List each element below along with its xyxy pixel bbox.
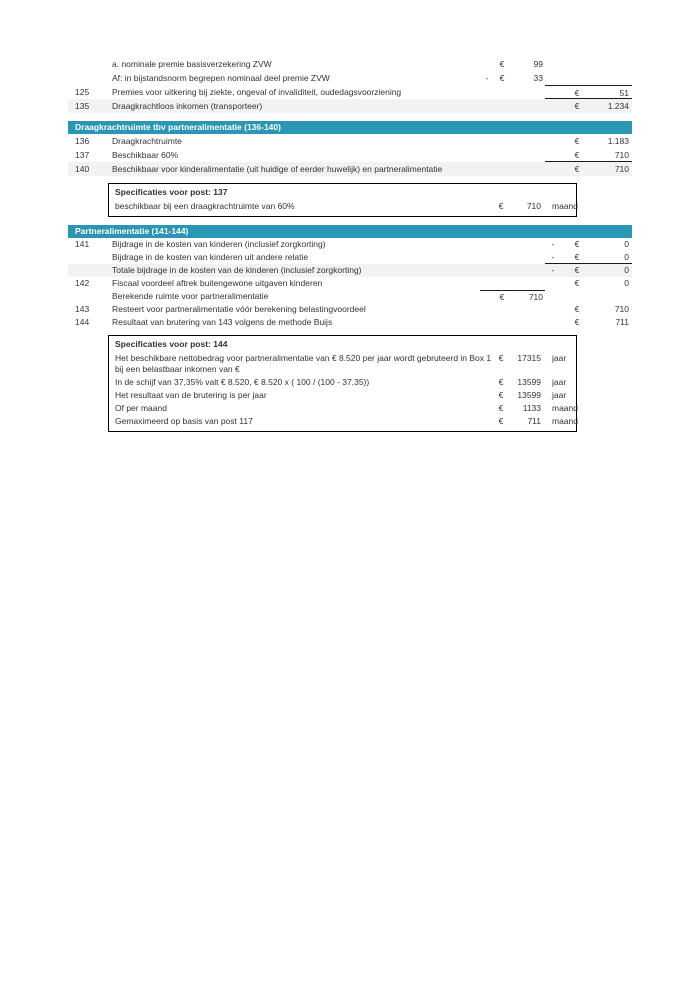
row-number: 140 [75, 164, 90, 174]
row-number: 136 [75, 136, 90, 146]
amount-value: 0 [624, 239, 629, 249]
row-label: a. nominale premie basisverzekering ZVW [112, 59, 272, 69]
table-row [68, 316, 632, 329]
unit-label: jaar [552, 377, 567, 387]
row-label: Fiscaal voordeel aftrek buitengewone uitgaven kinderen [112, 278, 323, 288]
unit-label: jaar [552, 353, 567, 363]
currency-symbol: € [574, 304, 580, 314]
partneralimentatie-rows [68, 238, 632, 329]
section-header-partneralimentatie: Partneralimentatie (141-144) [68, 225, 632, 238]
spec-box-137 [108, 183, 577, 217]
table-row [68, 290, 632, 303]
currency-symbol: € [498, 403, 504, 413]
row-number [68, 57, 112, 71]
calculation-table [68, 57, 632, 432]
table-row-total [68, 162, 632, 176]
currency-symbol: € [574, 136, 580, 146]
amount-value: 711 [527, 416, 541, 426]
table-row [68, 85, 632, 99]
spec-row [109, 353, 576, 375]
row-label: Resultaat van brutering van 143 volgens de methode Buijs [112, 317, 333, 327]
row-label: Beschikbaar voor kinderalimentatie (uit huidige of eerder huwelijk) en partneralimentatie [112, 164, 443, 174]
row-label: Draagkrachtruimte [112, 136, 182, 146]
row-label: Berekende ruimte voor partneralimentatie [112, 291, 269, 301]
unit-label: maand [552, 416, 578, 426]
amount-minus: - [551, 239, 555, 249]
currency-symbol: € [498, 353, 504, 363]
table-row [68, 57, 632, 71]
unit-label: maand [552, 201, 578, 211]
table-row [68, 251, 632, 264]
sum-line-group [545, 85, 632, 99]
spec-row [109, 201, 576, 212]
amount-value: 99 [533, 59, 543, 69]
row-label: Resteert voor partneralimentatie vóór berekening belastingvoordeel [112, 304, 366, 314]
row-label: Bijdrage in de kosten van kinderen uit andere relatie [112, 252, 309, 262]
currency-symbol: € [574, 317, 580, 327]
table-row [68, 238, 632, 251]
spec-label: Het resultaat van de brutering is per jaar [115, 390, 267, 400]
table-row [68, 134, 632, 148]
currency-symbol: € [499, 292, 505, 302]
currency-symbol: € [574, 239, 580, 249]
amount-minus: - [551, 265, 555, 275]
row-label: Af: in bijstandsnorm begrepen nominaal deel premie ZVW [112, 73, 330, 83]
amount-value: 710 [526, 201, 541, 211]
row-label: Premies voor uitkering bij ziekte, ongeval of invaliditeit, oudedagsvoorziening [112, 87, 402, 97]
currency-symbol: € [499, 59, 505, 69]
table-row [68, 303, 632, 316]
table-row [68, 148, 632, 162]
currency-symbol: € [574, 150, 580, 160]
row-number: 137 [75, 150, 90, 160]
amount-value: 710 [614, 150, 629, 160]
row-number: 143 [75, 304, 90, 314]
currency-symbol: € [498, 390, 504, 400]
table-row [68, 277, 632, 290]
section-header-draagkrachtruimte: Draagkrachtruimte tbv partneralimentatie (136-140) [68, 121, 632, 134]
spec-label: Gemaximeerd op basis van post 117 [115, 416, 253, 426]
spec-box-title: Specificaties voor post: 144 [115, 339, 228, 349]
amount-value: 710 [614, 164, 629, 174]
amount-value: 51 [619, 88, 629, 98]
row-label: Draagkrachtloos inkomen (transporteer) [112, 101, 263, 111]
unit-label: jaar [552, 390, 567, 400]
row-number: 144 [75, 317, 90, 327]
table-row-total [68, 99, 632, 113]
currency-symbol: € [499, 73, 505, 83]
spec-box-144 [108, 335, 577, 432]
currency-symbol: € [574, 88, 580, 98]
currency-symbol: € [574, 265, 580, 275]
amount-minus [480, 57, 494, 71]
row-number: 125 [75, 87, 90, 97]
row-label: Beschikbaar 60% [112, 150, 179, 160]
spec-row [109, 390, 576, 401]
row-label: Totale bijdrage in de kosten van de kinderen (inclusief zorgkorting) [112, 265, 362, 275]
spec-row [109, 416, 576, 427]
amount-minus: - [485, 73, 489, 83]
currency-symbol: € [574, 164, 580, 174]
spec-label: Of per maand [115, 403, 167, 413]
amount-minus: - [551, 252, 555, 262]
row-number: 135 [75, 101, 90, 111]
amount-value: 1.183 [607, 136, 629, 146]
row-number: 141 [75, 239, 90, 249]
row-label: Bijdrage in de kosten van kinderen (inclusief zorgkorting) [112, 239, 326, 249]
spec-row [109, 403, 576, 414]
table-row-total [68, 264, 632, 277]
currency-symbol: € [498, 201, 504, 211]
row-number [68, 264, 112, 277]
currency-symbol: € [498, 416, 504, 426]
sum-line-group [545, 148, 632, 162]
amount-value: 13599 [517, 377, 541, 387]
amount-value: 1133 [522, 403, 541, 413]
amount-value: 1.234 [607, 101, 629, 111]
amount-value: 711 [615, 317, 629, 327]
row-number [68, 71, 112, 85]
amount-value: 33 [533, 73, 543, 83]
spec-row [109, 377, 576, 388]
spec-label: beschikbaar bij een draagkrachtruimte van 60% [115, 201, 295, 211]
row-number: 142 [75, 278, 90, 288]
amount-value: 710 [614, 304, 629, 314]
spec-label: Het beschikbare nettobedrag voor partneralimentatie van € 8.520 per jaar wordt gebruteerd in Box 1 bij een belastbaar inkomen van € [115, 353, 492, 374]
currency-symbol: € [498, 377, 504, 387]
amount-value: 17315 [517, 353, 541, 363]
unit-label: maand [552, 403, 578, 413]
spec-box-title: Specificaties voor post: 137 [115, 187, 228, 197]
amount-value: 13599 [517, 390, 541, 400]
sum-line-group [545, 251, 632, 264]
currency-symbol: € [574, 252, 580, 262]
amount-value: 710 [528, 292, 543, 302]
amount-value: 0 [624, 265, 629, 275]
row-number [68, 290, 112, 303]
amount-value: 0 [624, 278, 629, 288]
currency-symbol: € [574, 278, 580, 288]
spec-label: In de schijf van 37,35% valt € 8.520, € 8.520 x ( 100 / (100 - 37,35)) [115, 377, 370, 387]
sum-line-group [480, 290, 545, 304]
row-number [68, 251, 112, 264]
currency-symbol: € [574, 101, 580, 111]
amount-value: 0 [624, 252, 629, 262]
table-row [68, 71, 632, 85]
